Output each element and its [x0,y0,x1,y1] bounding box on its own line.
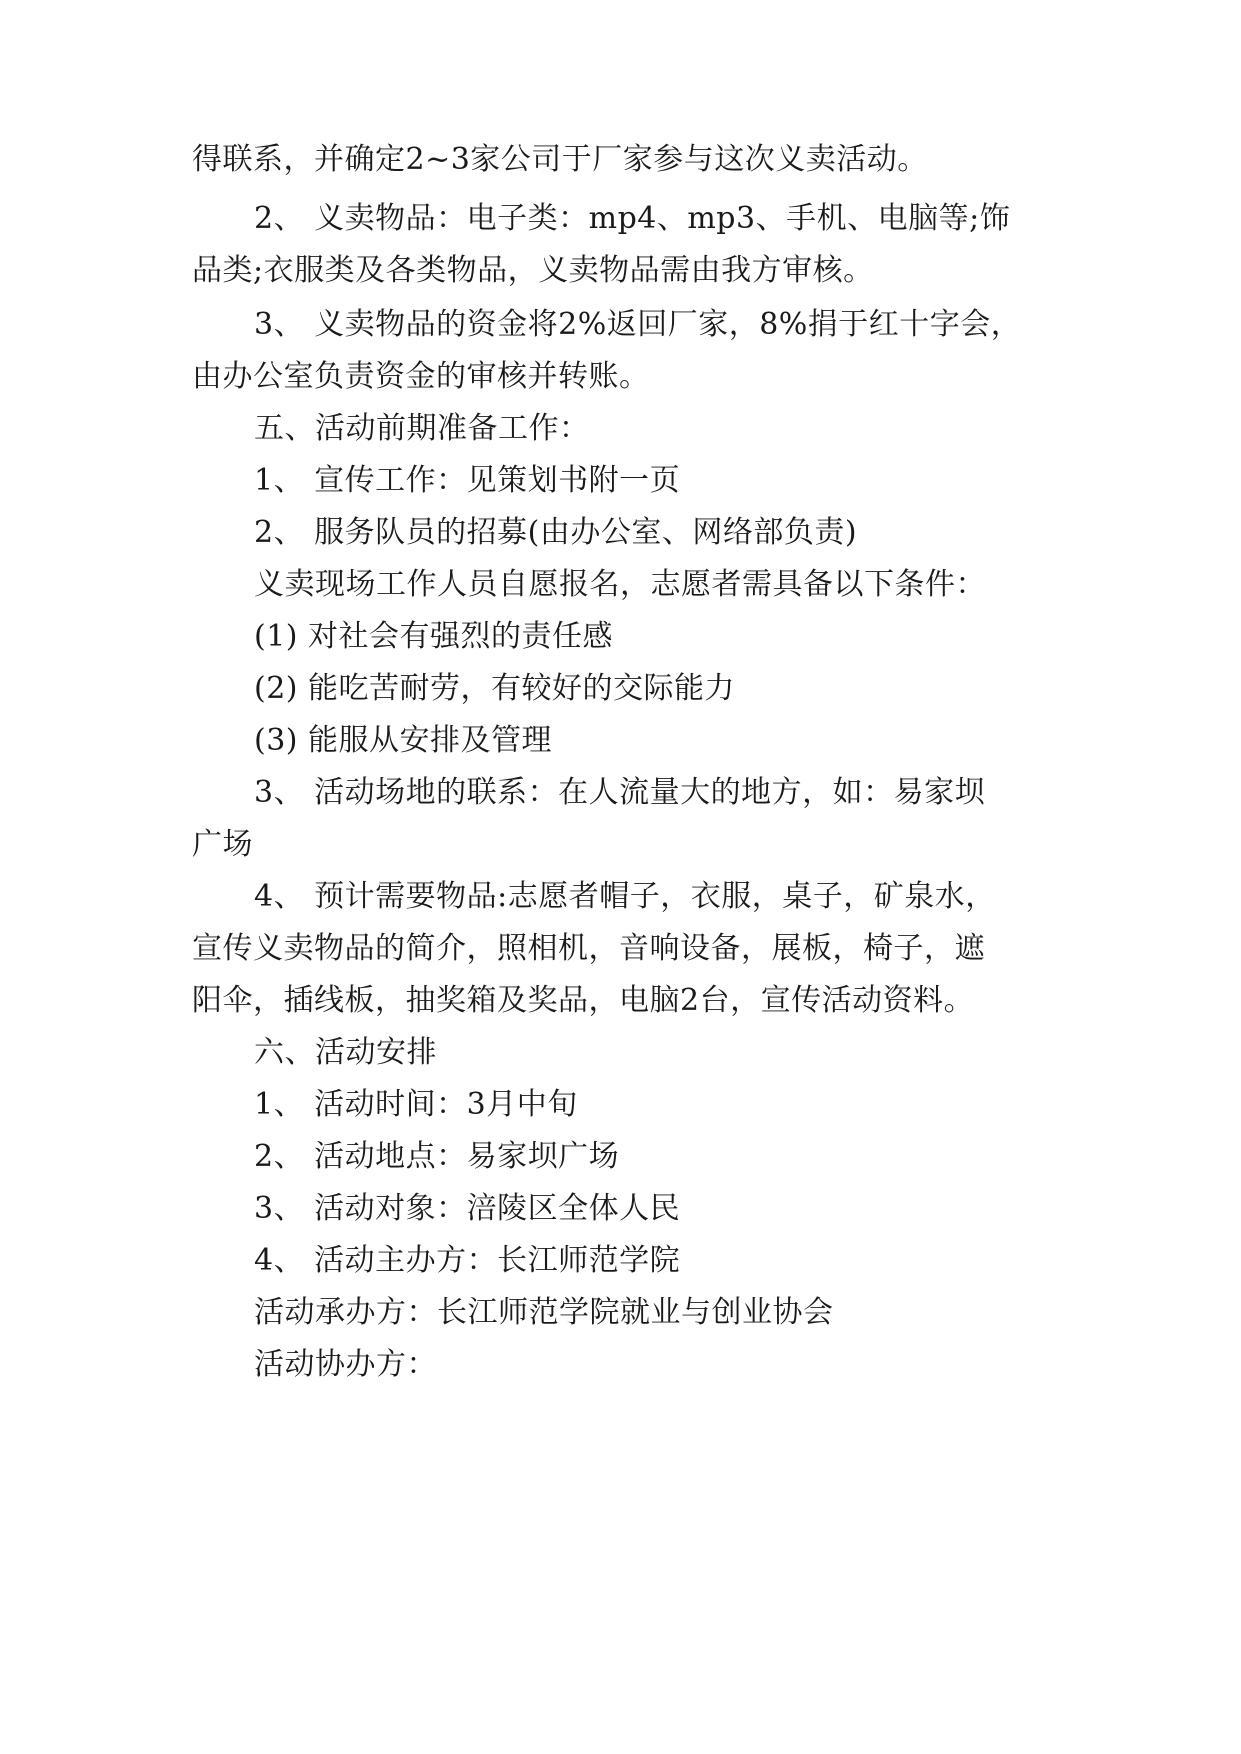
text-line: 广场 [192,827,253,862]
text-line: 4、 活动主办方：长江师范学院 [254,1243,681,1278]
text-line: 2、 服务队员的招募(由办公室、网络部负责) [254,515,858,550]
text-line: 得联系，并确定2~3家公司于厂家参与这次义卖活动。 [192,142,928,177]
text-line: 2、 活动地点：易家坝广场 [254,1139,620,1174]
text-line: 活动协办方： [254,1347,437,1382]
text-line: 3、 义卖物品的资金将2%返回厂家，8%捐于红十字会， [254,307,1022,342]
text-line: 2、 义卖物品：电子类：mp4、mp3、手机、电脑等;饰 [254,201,1011,236]
text-line: 1、 宣传工作：见策划书附一页 [254,463,681,498]
text-line: (2) 能吃苦耐劳，有较好的交际能力 [254,671,736,706]
text-line: 阳伞，插线板，抽奖箱及奖品，电脑2台，宣传活动资料。 [192,983,975,1018]
text-line: 品类;衣服类及各类物品，义卖物品需由我方审核。 [192,253,874,288]
section-heading: 五、活动前期准备工作： [254,411,590,446]
section-heading: 六、活动安排 [254,1035,437,1070]
text-line: 3、 活动场地的联系：在人流量大的地方，如：易家坝 [254,775,986,810]
text-line: 3、 活动对象：涪陵区全体人民 [254,1191,681,1226]
text-line: 1、 活动时间：3月中旬 [254,1087,578,1122]
text-line: 义卖现场工作人员自愿报名，志愿者需具备以下条件： [254,567,986,602]
text-line: (3) 能服从安排及管理 [254,723,553,758]
text-line: 4、 预计需要物品:志愿者帽子，衣服，桌子，矿泉水， [254,879,996,914]
text-line: 宣传义卖物品的简介，照相机，音响设备，展板，椅子，遮 [192,931,985,966]
text-line: 由办公室负责资金的审核并转账。 [192,359,650,394]
text-line: (1) 对社会有强烈的责任感 [254,619,614,654]
text-line: 活动承办方：长江师范学院就业与创业协会 [254,1295,834,1330]
